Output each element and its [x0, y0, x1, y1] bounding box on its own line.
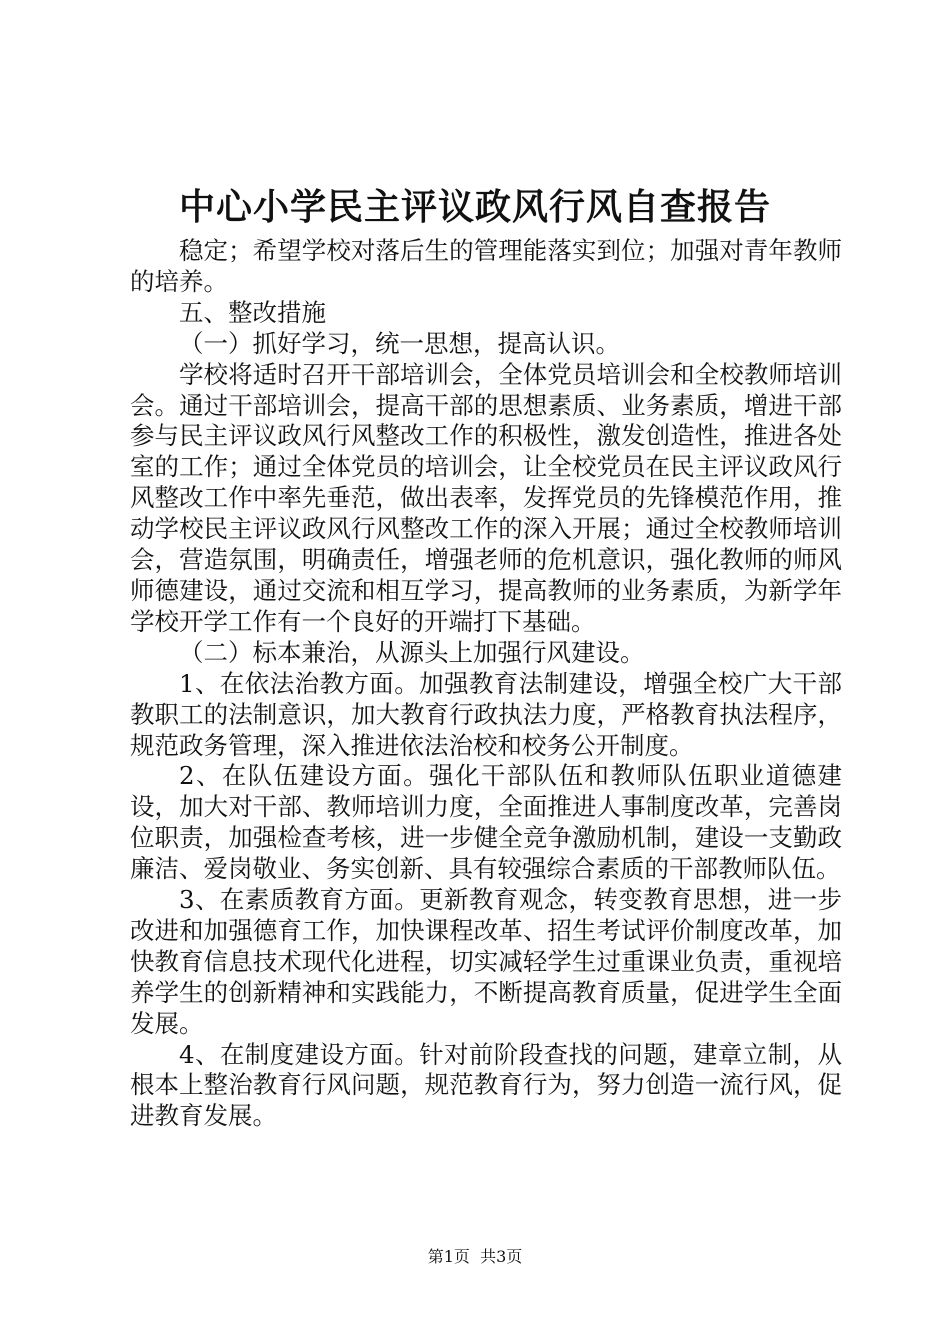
list-item: 4、在制度建设方面。针对前阶段查找的问题，建章立制，从根本上整治教育行风问题，规范教育行为，努力创造一流行风，促进教育发展。: [130, 1039, 842, 1131]
paragraph: 学校将适时召开干部培训会，全体党员培训会和全校教师培训会。通过干部培训会，提高干部的思想素质、业务素质，增进干部参与民主评议政风行风整改工作的积极性，激发创造性，推进各处室的工作；通过全体党员的培训会，让全校党员在民主评议政风行风整改工作中率先垂范，做出表率，发挥党员的先锋模范作用，推动学校民主评议政风行风整改工作的深入开展；通过全校教师培训会，营造氛围，明确责任，增强老师的危机意识，强化教师的师风师德建设，通过交流和相互学习，提高教师的业务素质，为新学年学校开学工作有一个良好的开端打下基础。: [130, 359, 842, 636]
page-total: 共3页: [480, 1247, 523, 1266]
document-title: 中心小学民主评议政风行风自查报告: [178, 187, 771, 228]
subsection-heading: （二）标本兼治，从源头上加强行风建设。: [179, 637, 645, 667]
footer-spacer: [470, 1247, 480, 1266]
list-item: 1、在依法治教方面。加强教育法制建设，增强全校广大干部教职工的法制意识，加大教育行政执法力度，严格教育执法程序，规范政务管理，深入推进依法治校和校务公开制度。: [130, 668, 842, 760]
list-item: 3、在素质教育方面。更新教育观念，转变教育思想，进一步改进和加强德育工作，加快课程改革、招生考试评价制度改革，加快教育信息技术现代化进程，切实减轻学生过重课业负责，重视培养学生的创新精神和实践能力，不断提高教育质量，促进学生全面发展。: [130, 885, 842, 1038]
subsection-heading: （一）抓好学习，统一思想，提高认识。: [179, 328, 620, 358]
list-item: 2、在队伍建设方面。强化干部队伍和教师队伍职业道德建设，加大对干部、教师培训力度，全面推进人事制度改革，完善岗位职责，加强检查考核，进一步健全竞争激励机制，建设一支勤政廉洁、爱岗敬业、务实创新、具有较强综合素质的干部教师队伍。: [130, 761, 842, 884]
page-footer: [0, 1246, 950, 1268]
section-heading: 五、整改措施: [179, 297, 326, 327]
document-body: [130, 236, 842, 1132]
page-number: 第1页: [427, 1247, 470, 1266]
paragraph: 稳定；希望学校对落后生的管理能落实到位；加强对青年教师的培养。: [130, 236, 842, 296]
